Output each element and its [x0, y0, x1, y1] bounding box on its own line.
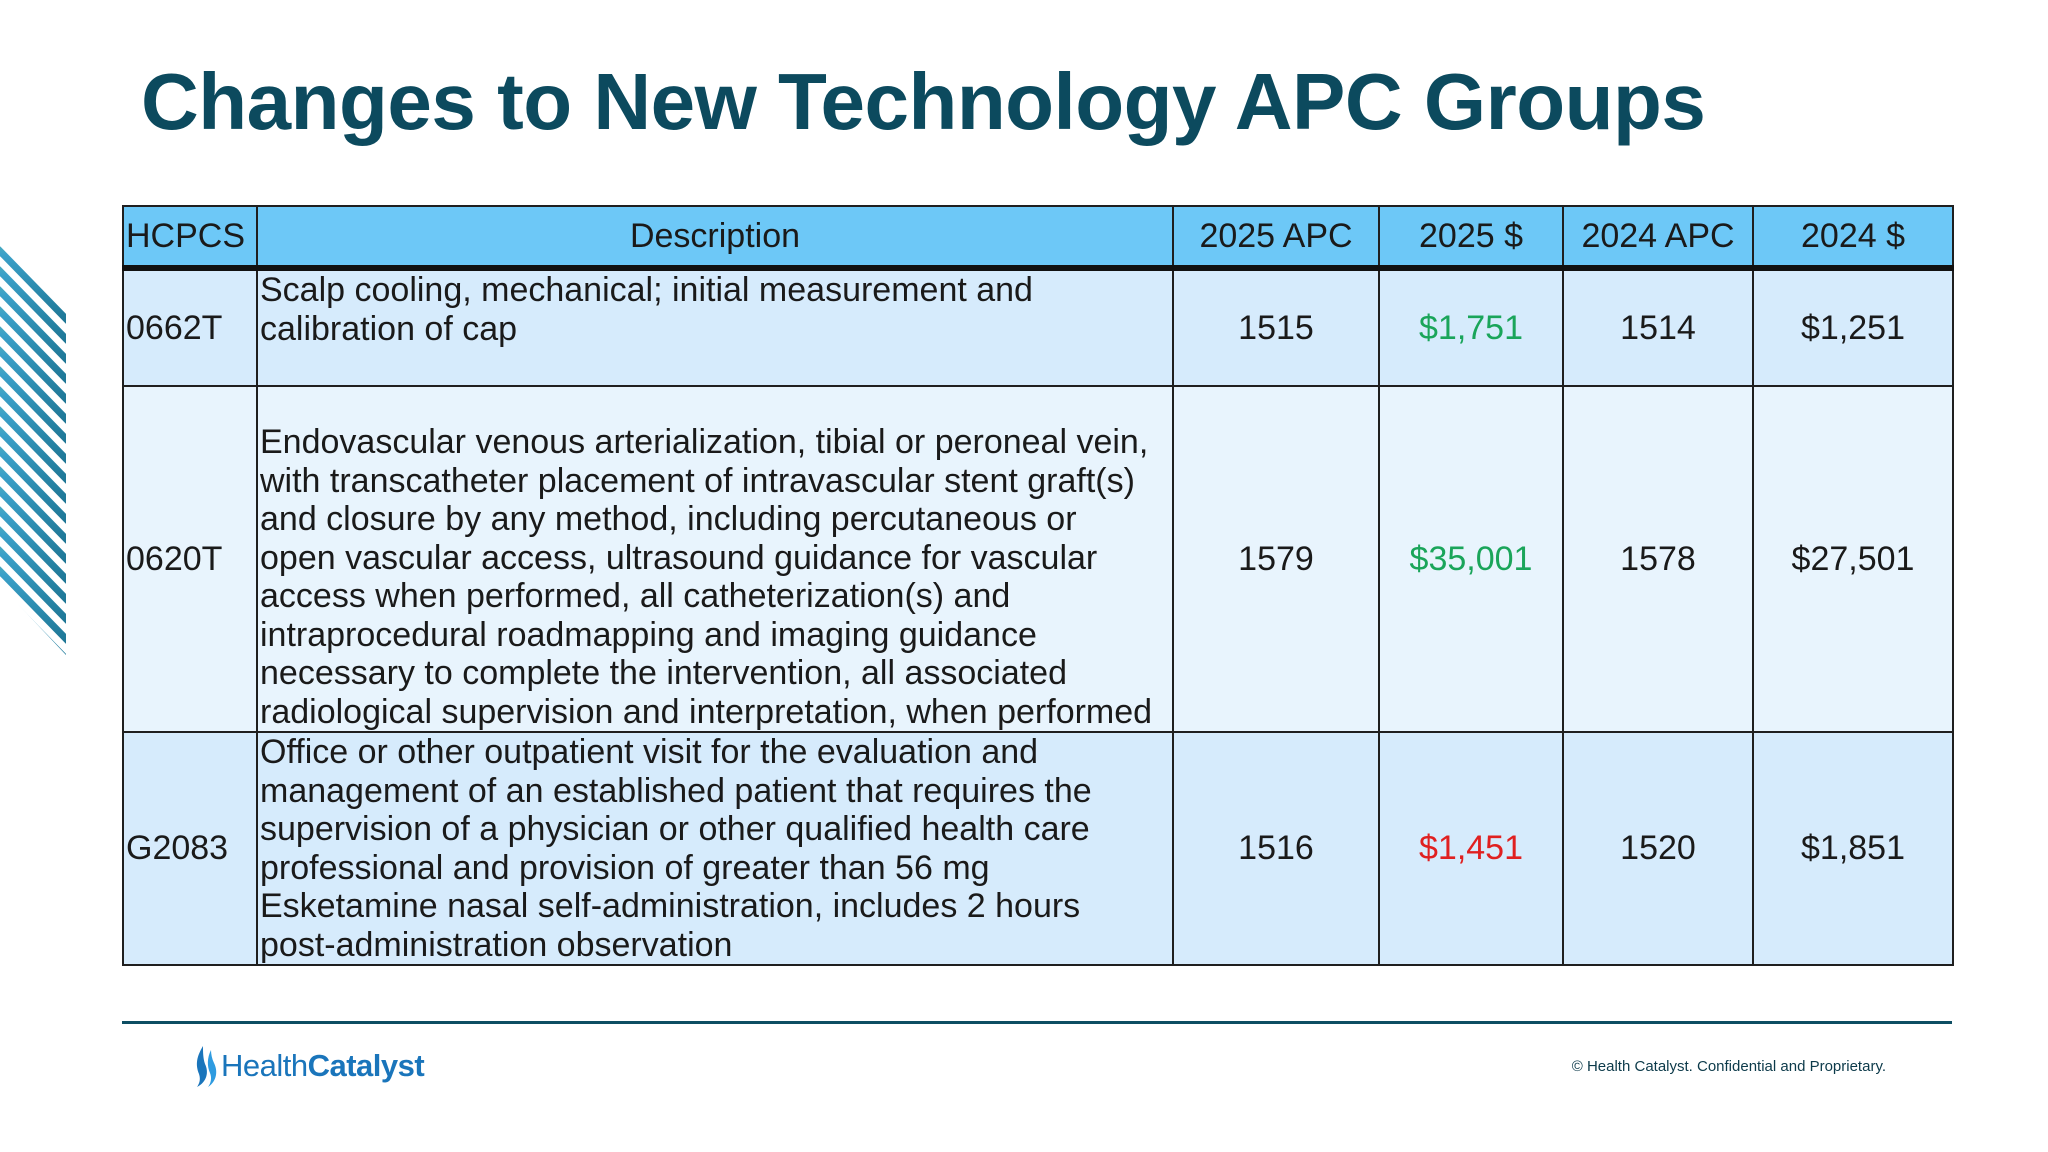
- description-cell: Endovascular venous arterialization, tibial or peroneal vein, with transcatheter placement of intravascular stent graft(s) and closure by any method, including percutaneous or open vascular access, ultrasound guidance for vascular access when performed, all catheterization(s) and intraprocedural roadmapping and imaging guidance necessary to complete the intervention, all associated radiological supervision and interpretation, when performed: [257, 386, 1173, 732]
- hcpcs-cell: G2083: [123, 732, 257, 965]
- table-row: [123, 386, 1953, 732]
- footer-divider: [122, 1021, 1952, 1024]
- apc-2025-cell: 1515: [1173, 268, 1379, 386]
- amount-2024-cell: $1,851: [1753, 732, 1953, 965]
- amount-2025-cell: $35,001: [1379, 386, 1563, 732]
- apc-2025-cell: 1579: [1173, 386, 1379, 732]
- table-row: [123, 732, 1953, 965]
- description-cell: Scalp cooling, mechanical; initial measurement and calibration of cap: [257, 268, 1173, 386]
- table-row: [123, 268, 1953, 386]
- column-header-2025-amount: 2025 $: [1379, 206, 1563, 268]
- logo-text-health: Health: [221, 1048, 308, 1083]
- apc-2024-cell: 1520: [1563, 732, 1753, 965]
- description-cell: Office or other outpatient visit for the evaluation and management of an established patient that requires the supervision of a physician or other qualified health care professional and provision of greater than 56 mg Esketamine nasal self-administration, includes 2 hours post-administration observation: [257, 732, 1173, 965]
- amount-2025-cell: $1,751: [1379, 268, 1563, 386]
- amount-2025-cell: $1,451: [1379, 732, 1563, 965]
- column-header-hcpcs: HCPCS: [123, 206, 257, 268]
- apc-2024-cell: 1514: [1563, 268, 1753, 386]
- amount-2024-cell: $1,251: [1753, 268, 1953, 386]
- column-header-2024-amount: 2024 $: [1753, 206, 1953, 268]
- column-header-description: Description: [257, 206, 1173, 268]
- apc-changes-table: [122, 205, 1954, 966]
- page-title: Changes to New Technology APC Groups: [141, 57, 1706, 146]
- logo-text-catalyst: Catalyst: [307, 1048, 425, 1083]
- hcpcs-cell: 0620T: [123, 386, 257, 732]
- copyright-notice: © Health Catalyst. Confidential and Proprietary.: [1571, 1058, 1886, 1075]
- decorative-stripes: [0, 210, 66, 655]
- column-header-2025-apc: 2025 APC: [1173, 206, 1379, 268]
- health-catalyst-logo: [193, 1044, 424, 1088]
- hcpcs-cell: 0662T: [123, 268, 257, 386]
- flame-icon: [193, 1044, 219, 1088]
- table-header-row: [123, 206, 1953, 268]
- column-header-2024-apc: 2024 APC: [1563, 206, 1753, 268]
- apc-2025-cell: 1516: [1173, 732, 1379, 965]
- apc-2024-cell: 1578: [1563, 386, 1753, 732]
- amount-2024-cell: $27,501: [1753, 386, 1953, 732]
